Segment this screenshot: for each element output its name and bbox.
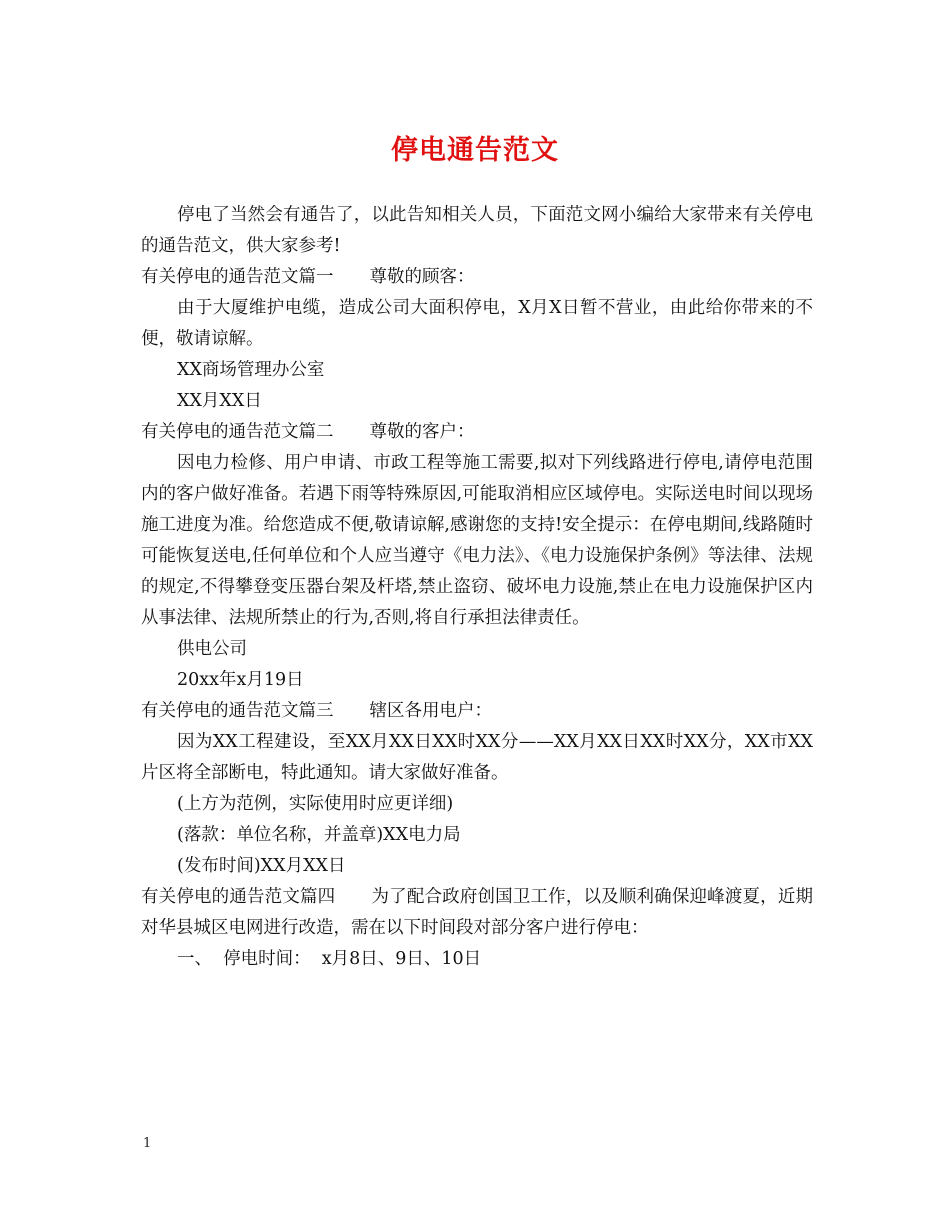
section-1-salutation: 尊敬的顾客： (369, 267, 475, 287)
section-4-item-1: 一、 停电时间： x月8日、9日、10日 (177, 949, 482, 969)
section-1-heading: 有关停电的通告范文篇一 (141, 267, 334, 287)
section-3-salutation: 辖区各用电户： (369, 701, 492, 721)
section-3-heading-line (141, 696, 813, 727)
section-2-heading: 有关停电的通告范文篇二 (141, 422, 334, 442)
section-1-date: XX月XX日 (177, 391, 262, 411)
section-3-note-example: (上方为范例，实际使用时应更详细) (177, 794, 454, 814)
section-4-heading: 有关停电的通告范文篇四 (141, 887, 336, 907)
document-title: 停电通告范文 (391, 135, 559, 166)
section-1-signature: XX商场管理办公室 (177, 360, 325, 380)
section-4-paragraph (141, 882, 813, 944)
section-3-heading: 有关停电的通告范文篇三 (141, 701, 334, 721)
section-2-signature: 供电公司 (177, 639, 247, 659)
section-2-body: 因电力检修、用户申请、市政工程等施工需要,拟对下列线路进行停电,请停电范围内的客户做好准备。若遇下雨等特殊原因,可能取消相应区域停电。实际送电时间以现场施工进度为准。给您造成不便,敬请谅解,感谢您的支持!安全提示：在停电期间,线路随时可能恢复送电,任何单位和个人应当遵守《电力法》、《电力设施保护条例》等法律、法规的规定,不得攀登变压器台架及杆塔,禁止盗窃、破坏电力设施,禁止在电力设施保护区内从事法律、法规所禁止的行为,否则,将自行承担法律责任。 (141, 453, 813, 628)
section-1-body: 由于大厦维护电缆，造成公司大面积停电，X月X日暂不营业，由此给你带来的不便，敬请谅解。 (141, 298, 813, 349)
section-4-body: 为了配合政府创国卫工作，以及顺利确保迎峰渡夏，近期对华县城区电网进行改造，需在以下时间段对部分客户进行停电： (141, 887, 814, 938)
section-2-date: 20xx年x月19日 (177, 670, 304, 690)
section-3-body: 因为XX工程建设，至XX月XX日XX时XX分——XX月XX日XX时XX分，XX市XX片区将全部断电，特此通知。请大家做好准备。 (141, 732, 813, 783)
page-number: 1 (143, 1136, 152, 1151)
section-3-note-date: (发布时间)XX月XX日 (177, 856, 346, 876)
intro-paragraph: 停电了当然会有通告了，以此告知相关人员，下面范文网小编给大家带来有关停电的通告范文，供大家参考! (141, 205, 813, 256)
section-2-heading-line (141, 417, 813, 448)
section-2-salutation: 尊敬的客户： (369, 422, 475, 442)
document-body (141, 200, 813, 975)
section-1-heading-line (141, 262, 813, 293)
section-3-note-signature: (落款：单位名称，并盖章)XX电力局 (177, 825, 461, 845)
